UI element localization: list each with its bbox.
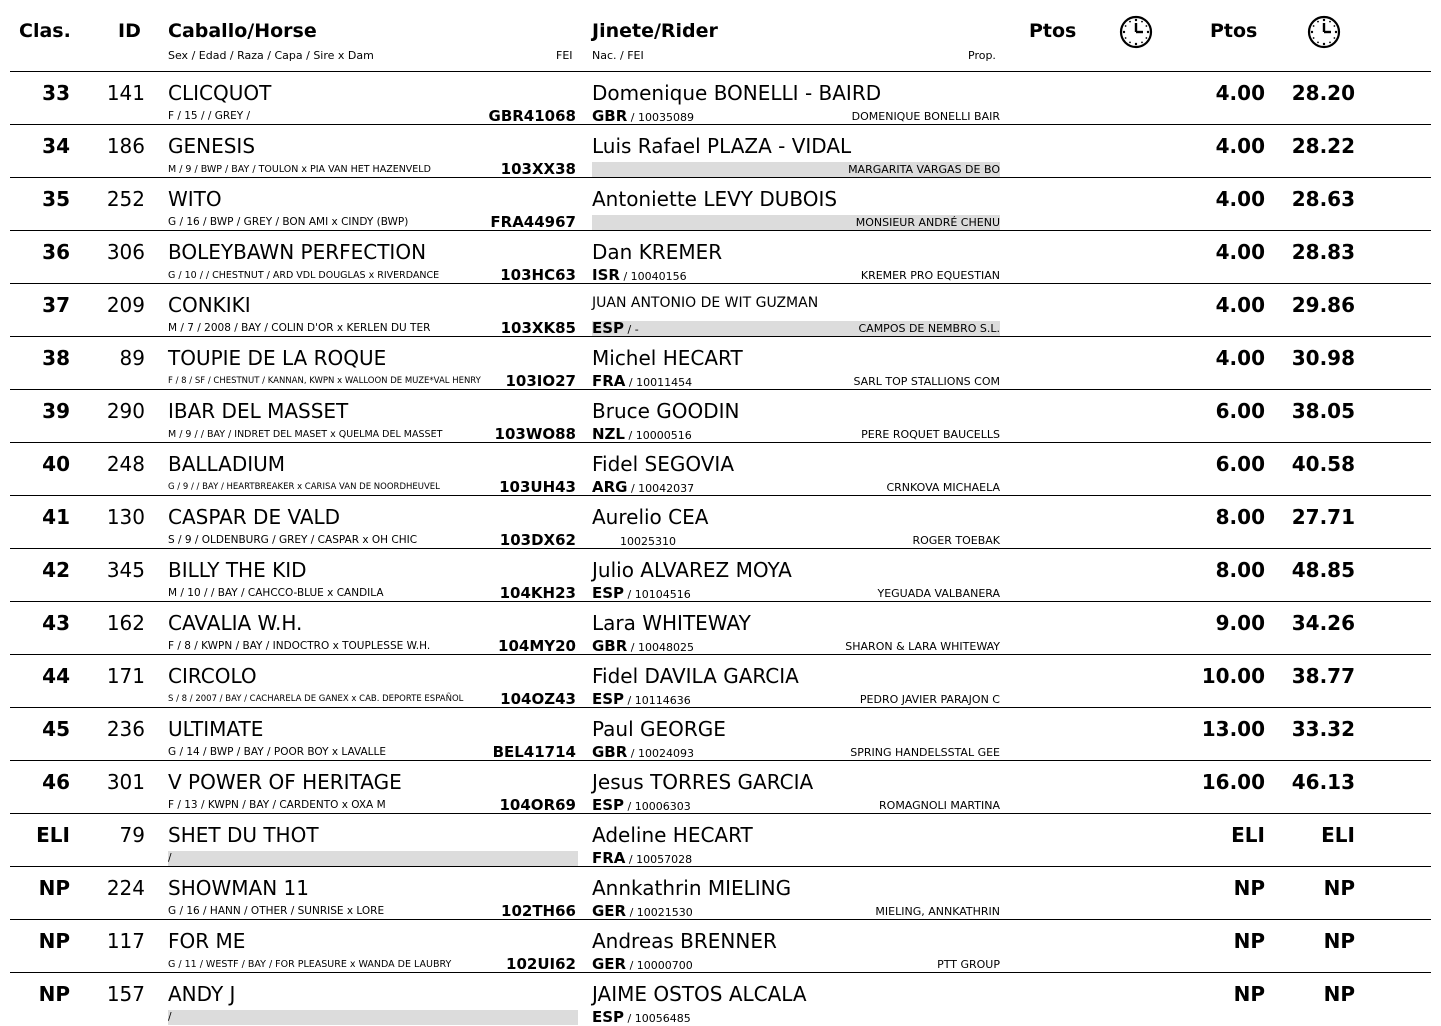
time: 38.77 [1291,664,1355,688]
horse-details: M / 9 / BWP / BAY / TOULON x PIA VAN HET HAZENVELD [168,164,431,175]
time: 34.26 [1291,611,1355,635]
rider-nationality: GER [592,902,627,920]
horse-id: 117 [106,929,145,953]
rider-nationality: FRA [592,849,626,867]
time: 40.58 [1291,452,1355,476]
time: 48.85 [1291,558,1355,582]
table-row [0,602,1441,655]
rider-details-bar [592,745,1000,760]
rank: ELI [36,823,70,847]
rank: 44 [42,664,70,688]
horse-name: CLICQUOT [168,81,272,105]
rank: 45 [42,717,70,741]
rider-fei-id: / 10000516 [628,429,692,442]
horse-details-bar [168,533,578,548]
horse-name: ANDY J [168,982,236,1006]
rider-details-bar [592,904,1000,919]
horse-name: V POWER OF HERITAGE [168,770,402,794]
time: 28.63 [1291,187,1355,211]
horse-details: / [168,1011,172,1023]
horse-fei-id: 102UI62 [506,955,576,973]
horse-name: CONKIKI [168,293,251,317]
rider-name: Aurelio CEA [592,505,709,529]
horse-details-bar [168,109,578,124]
table-row [0,920,1441,973]
rider-details-bar [592,109,1000,124]
owner: PERE ROQUET BAUCELLS [861,428,1000,441]
horse-details: F / 8 / KWPN / BAY / INDOCTRO x TOUPLESSE W.H. [168,640,431,652]
points: 6.00 [1215,399,1265,423]
horse-fei-id: GBR41068 [488,107,576,125]
horse-details-bar [168,586,578,601]
horse-id: 157 [106,982,145,1006]
horse-name: BOLEYBAWN PERFECTION [168,240,427,264]
rider-details-bar [592,639,1000,654]
rider-nationality: ESP [592,1008,625,1026]
horse-fei-id: 104OZ43 [500,690,576,708]
points: 4.00 [1215,346,1265,370]
horse-id: 141 [106,81,145,105]
horse-details: G / 14 / BWP / BAY / POOR BOY x LAVALLE [168,746,387,758]
horse-details: / [168,852,172,864]
rider-fei-id: / 10042037 [630,482,695,495]
horse-name: BALLADIUM [168,452,286,476]
rider-name: Dan KREMER [592,240,723,264]
rider-nationality: GBR [592,107,628,125]
header-ptos-1: Ptos [1029,20,1077,42]
horse-id: 301 [106,770,145,794]
horse-details-bar [168,957,578,972]
owner: CAMPOS DE NEMBRO S.L. [858,322,1000,335]
points: 9.00 [1215,611,1265,635]
table-row [0,231,1441,284]
horse-name: FOR ME [168,929,246,953]
table-row [0,72,1441,125]
horse-fei-id: 103WO88 [494,425,576,443]
table-row [0,973,1441,1026]
rider-nationality: GBR [592,637,628,655]
rank: 43 [42,611,70,635]
horse-details-bar [168,639,578,654]
rider-nationality: ESP [592,584,625,602]
header-prop: Prop. [968,49,996,62]
rider-details-bar [592,851,1000,866]
rider-name: Fidel SEGOVIA [592,452,735,476]
rider-nationality: ESP [592,319,625,337]
rider-nationality: ESP [592,690,625,708]
rider-name: Annkathrin MIELING [592,876,792,900]
horse-name: IBAR DEL MASSET [168,399,349,423]
horse-details-bar [168,268,578,283]
horse-id: 162 [106,611,145,635]
points: NP [1233,929,1265,953]
table-header [0,0,1441,72]
horse-details-bar [168,1010,578,1025]
time: 38.05 [1291,399,1355,423]
rider-nationality: ARG [592,478,628,496]
rider-fei-id: / 10000700 [629,959,693,972]
time: 46.13 [1291,770,1355,794]
rider-details-bar [592,480,1000,495]
rider-fei-id: / 10056485 [627,1012,691,1025]
horse-id: 186 [106,134,145,158]
time: ELI [1321,823,1355,847]
rider-name: Jesus TORRES GARCIA [592,770,814,794]
rider-fei-id: / 10024093 [630,747,694,760]
owner: MIELING, ANNKATHRIN [875,905,1000,918]
time: NP [1323,876,1355,900]
time: 30.98 [1291,346,1355,370]
rider-details-bar [592,798,1000,813]
horse-name: BILLY THE KID [168,558,307,582]
rider-fei-id: / 10021530 [629,906,693,919]
table-row [0,390,1441,443]
rider-fei-id: / 10040156 [623,270,687,283]
points: 6.00 [1215,452,1265,476]
rank: NP [38,876,70,900]
points: 4.00 [1215,240,1265,264]
owner: PEDRO JAVIER PARAJON C [859,693,1000,706]
rank: NP [38,982,70,1006]
horse-fei-id: 103UH43 [499,478,576,496]
rider-fei-id: / 10035089 [630,111,694,124]
horse-id: 130 [106,505,145,529]
rider-fei-id: / 10057028 [628,853,693,866]
horse-details-bar [168,904,578,919]
table-row [0,708,1441,761]
rider-details-bar [592,1010,1000,1025]
horse-name: SHOWMAN 11 [168,876,309,900]
rider-details-bar [592,162,1000,177]
rider-nationality: GER [592,955,627,973]
horse-details: M / 10 / / BAY / CAHCCO-BLUE x CANDILA [168,587,384,599]
header-id: ID [118,20,141,42]
horse-id: 236 [106,717,145,741]
table-row [0,867,1441,920]
table-row [0,284,1441,337]
table-row [0,814,1441,867]
table-row [0,496,1441,549]
horse-details: F / 15 / / GREY / [168,110,251,122]
horse-fei-id: 103XK85 [500,319,576,337]
horse-name: CIRCOLO [168,664,257,688]
horse-name: GENESIS [168,134,256,158]
horse-fei-id: 102TH66 [501,902,576,920]
rider-fei-id: / 10104516 [627,588,691,601]
horse-details-bar [168,215,578,230]
rider-nationality: FRA [592,372,626,390]
rider-name: Adeline HECART [592,823,753,847]
owner: SHARON & LARA WHITEWAY [845,640,1000,653]
horse-details: F / 13 / KWPN / BAY / CARDENTO x OXA M [168,799,386,811]
header-horse-fei: FEI [556,49,573,62]
horse-fei-id: 103IO27 [505,372,576,390]
horse-details: G / 9 / / BAY / HEARTBREAKER x CARISA VAN DE NOORDHEUVEL [168,482,440,492]
horse-fei-id: FRA44967 [490,213,576,231]
horse-name: CASPAR DE VALD [168,505,341,529]
horse-id: 224 [106,876,145,900]
points: 4.00 [1215,134,1265,158]
rank: 41 [42,505,70,529]
horse-fei-id: 103HC63 [500,266,576,284]
owner: KREMER PRO EQUESTIAN [860,269,1000,282]
rank: 42 [42,558,70,582]
time: NP [1323,982,1355,1006]
horse-id: 290 [106,399,145,423]
owner: SPRING HANDELSSTAL GEE [850,746,1000,759]
header-horse-sub: Sex / Edad / Raza / Capa / Sire x Dam [168,49,374,62]
points: 10.00 [1201,664,1265,688]
horse-details-bar [168,321,578,336]
rider-name: Michel HECART [592,346,743,370]
owner: CRNKOVA MICHAELA [886,481,1000,494]
horse-id: 345 [106,558,145,582]
horse-name: ULTIMATE [168,717,264,741]
rank: 39 [42,399,70,423]
time: 28.20 [1291,81,1355,105]
rider-name: Andreas BRENNER [592,929,777,953]
horse-fei-id: 103XX38 [500,160,576,178]
horse-name: CAVALIA W.H. [168,611,303,635]
horse-details-bar [168,162,578,177]
time: 33.32 [1291,717,1355,741]
horse-id: 171 [106,664,145,688]
rider-fei-id: / - [627,323,639,336]
horse-details-bar [168,427,578,442]
rider-name: Lara WHITEWAY [592,611,751,635]
rider-name: Luis Rafael PLAZA - VIDAL [592,134,852,158]
horse-fei-id: 104OR69 [499,796,576,814]
points: 8.00 [1215,505,1265,529]
owner: PTT GROUP [937,958,1000,971]
rider-fei-id: / 10114636 [627,694,691,707]
points: ELI [1231,823,1265,847]
rider-name: Antoniette LEVY DUBOIS [592,187,838,211]
points: 4.00 [1215,81,1265,105]
rider-fei-id: / 10011454 [628,376,693,389]
horse-fei-id: BEL41714 [492,743,576,761]
rider-fei-id: 10025310 [620,535,676,548]
table-row [0,549,1441,602]
horse-details-bar [168,374,578,389]
header-horse: Caballo/Horse [168,20,317,42]
points: 4.00 [1215,293,1265,317]
rank: 34 [42,134,70,158]
rank: 46 [42,770,70,794]
horse-name: SHET DU THOT [168,823,319,847]
time: 28.22 [1291,134,1355,158]
table-row [0,761,1441,814]
horse-details: M / 7 / 2008 / BAY / COLIN D'OR x KERLEN DU TER [168,322,431,334]
rider-details-bar [592,321,1000,336]
horse-details-bar [168,798,578,813]
header-rider-sub: Nac. / FEI [592,49,644,62]
rank: 38 [42,346,70,370]
points: 8.00 [1215,558,1265,582]
rider-nationality: ESP [592,796,625,814]
horse-details: S / 9 / OLDENBURG / GREY / CASPAR x OH CHIC [168,534,418,546]
header-rider: Jinete/Rider [592,20,718,42]
rider-details-bar [592,957,1000,972]
points: NP [1233,982,1265,1006]
rider-name: Fidel DAVILA GARCIA [592,664,799,688]
rider-nationality: NZL [592,425,625,443]
owner: ROMAGNOLI MARTINA [879,799,1000,812]
table-row [0,178,1441,231]
rider-details-bar [592,374,1000,389]
rider-fei-id: / 10006303 [627,800,691,813]
clock-icon [1306,14,1342,50]
horse-id: 209 [106,293,145,317]
rank: 33 [42,81,70,105]
owner: ROGER TOEBAK [912,534,1000,547]
table-row [0,655,1441,708]
horse-id: 89 [119,346,145,370]
rider-name: Paul GEORGE [592,717,726,741]
horse-id: 306 [106,240,145,264]
rider-name: JUAN ANTONIO DE WIT GUZMAN [592,295,819,311]
points: 16.00 [1201,770,1265,794]
horse-fei-id: 104KH23 [499,584,576,602]
points: 4.00 [1215,187,1265,211]
results-table [0,72,1441,1026]
rider-name: Domenique BONELLI - BAIRD [592,81,882,105]
rider-details-bar [592,692,1000,707]
owner: DOMENIQUE BONELLI BAIR [851,110,1000,123]
time: 29.86 [1291,293,1355,317]
rider-details-bar [592,215,1000,230]
horse-name: WITO [168,187,222,211]
horse-id: 79 [119,823,145,847]
horse-details: M / 9 / / BAY / INDRET DEL MASET x QUELMA DEL MASSET [168,429,443,440]
horse-fei-id: 103DX62 [499,531,576,549]
time: 27.71 [1291,505,1355,529]
horse-details: F / 8 / SF / CHESTNUT / KANNAN, KWPN x WALLOON DE MUZE*VAL HENRY [168,376,481,386]
rank: NP [38,929,70,953]
rank: 37 [42,293,70,317]
owner: MARGARITA VARGAS DE BO [848,163,1000,176]
horse-details: G / 16 / BWP / GREY / BON AMI x CINDY (BWP) [168,216,409,228]
rank: 40 [42,452,70,476]
points: NP [1233,876,1265,900]
horse-details-bar [168,692,578,707]
rider-nationality: ISR [592,266,620,284]
rider-fei-id: / 10048025 [630,641,694,654]
horse-details: S / 8 / 2007 / BAY / CACHARELA DE GANEX x CAB. DEPORTE ESPAÑOL [168,694,464,704]
time: 28.83 [1291,240,1355,264]
horse-details: G / 16 / HANN / OTHER / SUNRISE x LORE [168,905,385,917]
horse-details-bar [168,480,578,495]
table-row [0,125,1441,178]
header-clas: Clas. [19,20,71,42]
owner: YEGUADA VALBANERA [877,587,1000,600]
table-row [0,337,1441,390]
rider-details-bar [592,533,1000,548]
rider-details-bar [592,268,1000,283]
points: 13.00 [1201,717,1265,741]
rider-name: Julio ALVAREZ MOYA [592,558,792,582]
clock-icon [1118,14,1154,50]
horse-details: G / 10 / / CHESTNUT / ARD VDL DOUGLAS x RIVERDANCE [168,270,440,281]
owner: SARL TOP STALLIONS COM [853,375,1000,388]
horse-details-bar [168,745,578,760]
time: NP [1323,929,1355,953]
horse-name: TOUPIE DE LA ROQUE [168,346,387,370]
rider-name: Bruce GOODIN [592,399,740,423]
horse-id: 252 [106,187,145,211]
rider-name: JAIME OSTOS ALCALA [592,982,807,1006]
rider-nationality: GBR [592,743,628,761]
table-row [0,443,1441,496]
horse-details-bar [168,851,578,866]
header-ptos-2: Ptos [1210,20,1258,42]
rider-details-bar [592,427,1000,442]
owner: MONSIEUR ANDRÉ CHENU [855,216,1000,229]
rider-details-bar [592,586,1000,601]
rank: 35 [42,187,70,211]
horse-fei-id: 104MY20 [498,637,576,655]
rank: 36 [42,240,70,264]
horse-details: G / 11 / WESTF / BAY / FOR PLEASURE x WANDA DE LAUBRY [168,959,452,970]
horse-id: 248 [106,452,145,476]
